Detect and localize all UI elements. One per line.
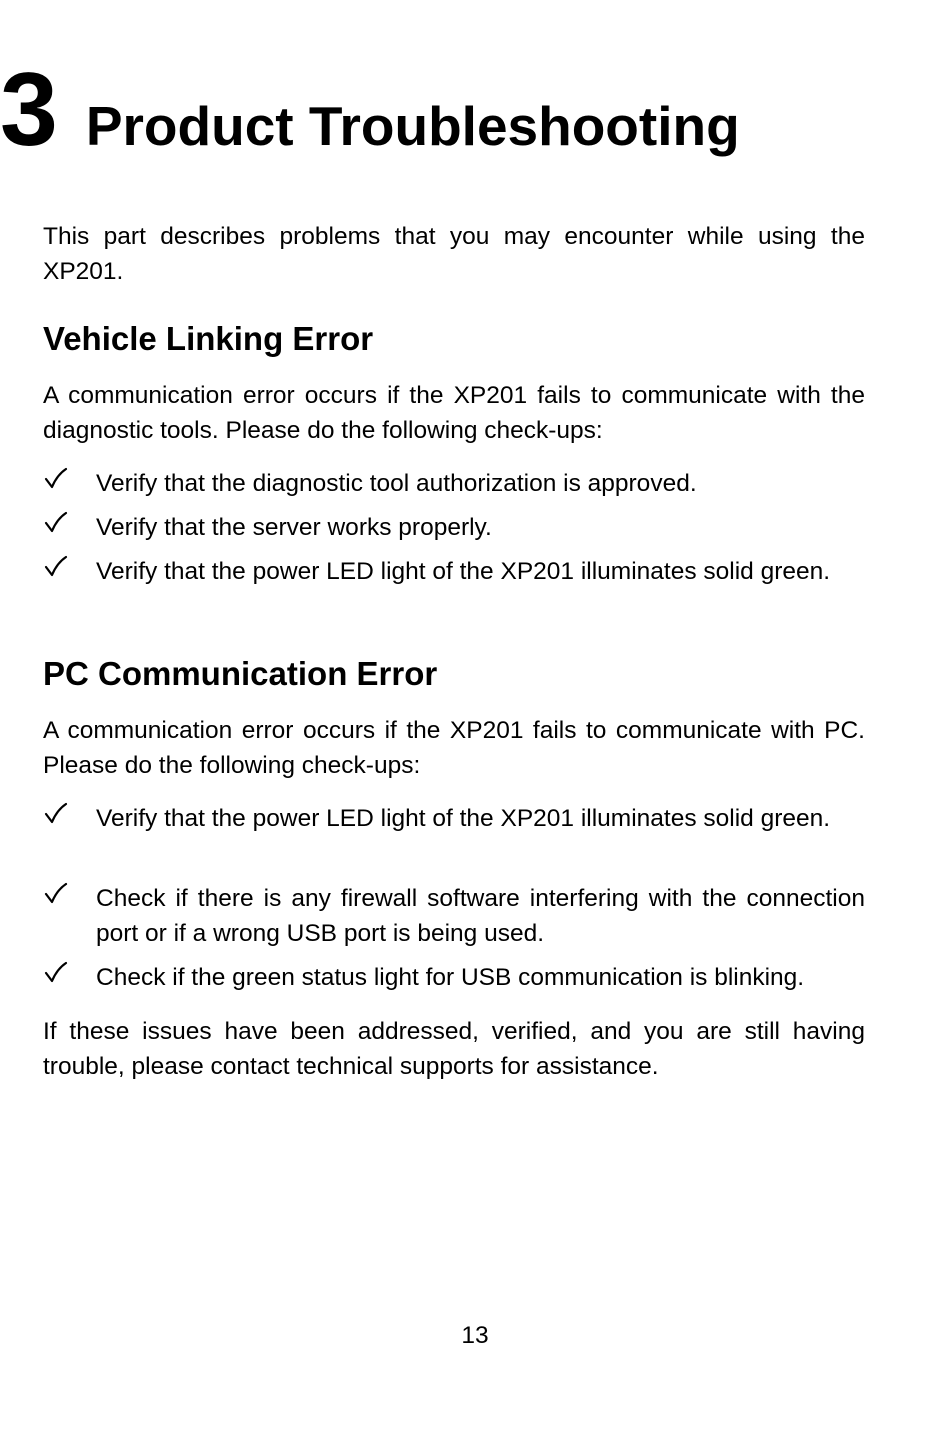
intro-paragraph: This part describes problems that you may encounter while using the XP201. bbox=[43, 223, 865, 285]
checkmark-icon bbox=[43, 510, 69, 536]
section-description: A communication error occurs if the XP201 fails to communicate with the diagnostic tools. Please do the following check-ups: bbox=[43, 382, 865, 444]
checkmark-icon bbox=[43, 801, 69, 827]
page-number: 13 bbox=[461, 1322, 489, 1349]
chapter-title: Product Troubleshooting bbox=[85, 95, 740, 157]
section-description: A communication error occurs if the XP201 fails to communicate with PC. Please do the following check-ups: bbox=[43, 717, 865, 779]
checklist-item-text: Verify that the server works properly. bbox=[96, 514, 492, 541]
checklist-item-text: Verify that the power LED light of the XP201 illuminates solid green. bbox=[96, 805, 831, 832]
checklist-item bbox=[43, 801, 865, 836]
chapter-number: 3 bbox=[0, 52, 58, 168]
checklist-item-text: Verify that the diagnostic tool authorization is approved. bbox=[96, 470, 697, 497]
checklist-item-text: Verify that the power LED light of the XP201 illuminates solid green. bbox=[96, 558, 831, 585]
checklist-item bbox=[43, 510, 865, 545]
checklist-item bbox=[43, 960, 865, 995]
checklist-item bbox=[43, 554, 865, 589]
checklist-item bbox=[43, 466, 865, 501]
checkmark-icon bbox=[43, 554, 69, 580]
section-heading-pc-communication: PC Communication Error bbox=[43, 655, 438, 692]
closing-paragraph: If these issues have been addressed, verified, and you are still having trouble, please contact technical supports for assistance. bbox=[43, 1018, 865, 1080]
chapter-heading bbox=[0, 52, 740, 168]
checklist-item-text: Check if there is any firewall software interfering with the connection port or if a wrong USB port is being used. bbox=[96, 885, 865, 947]
checklist-item-text: Check if the green status light for USB communication is blinking. bbox=[96, 964, 805, 991]
checklist-item bbox=[43, 881, 865, 951]
section-heading-vehicle-linking: Vehicle Linking Error bbox=[43, 320, 374, 357]
checkmark-icon bbox=[43, 960, 69, 986]
checkmark-icon bbox=[43, 881, 69, 907]
checkmark-icon bbox=[43, 466, 69, 492]
